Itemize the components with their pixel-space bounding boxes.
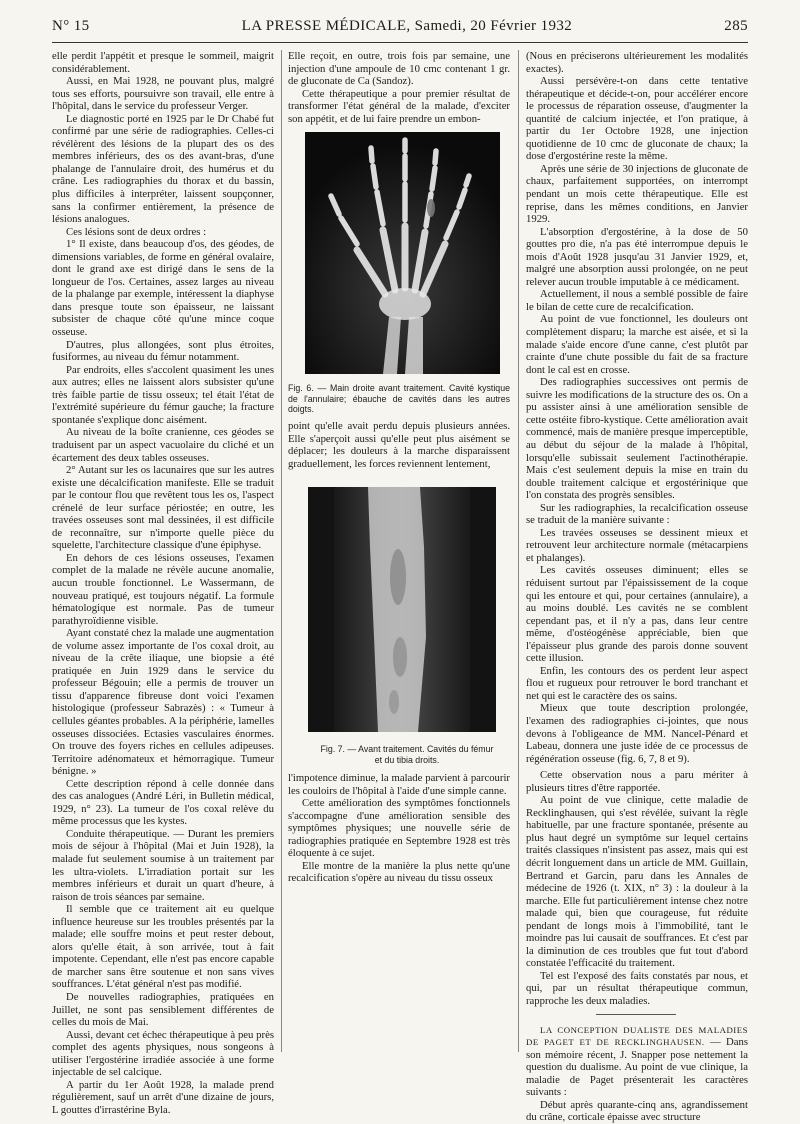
paragraph: A partir du 1er Août 1928, la malade prend régulièrement, sauf un arrêt d'une dizaine de jours, L gouttes d'irrastérine Byla.	[52, 1078, 274, 1116]
paragraph: Enfin, les contours des os perdent leur aspect flou et rugueux pour retrouver le bord tranchant et net qui est le caractère des os sains.	[526, 664, 748, 702]
column-3	[526, 50, 748, 1124]
paragraph: Aussi persévère-t-on dans cette tentative thérapeutique et décide-t-on, pour accélérer encore le processus de réparation osseuse, d'augmenter la quantité de calcium injectée, et l'on pratique, à partir du 1er Octobre 1928, une injection quotidienne de 10 cmc de gluconate de chaux; la dose d'ergostérine reste la même.	[526, 75, 748, 163]
paragraph: Elle montre de la manière la plus nette qu'une recalcification s'opère au niveau du tissu osseux	[288, 859, 510, 885]
paragraph: 1° Il existe, dans beaucoup d'os, des géodes, de dimensions variables, de forme en général ovalaire, dont le grand axe est dirigé dans le sens de la longueur de l'os. Certaines, assez larges au niveau de la phalange par exemple, intéressent la diaphyse dans presque toute son épaisseur, ne laissant subsister de chaque côté qu'une mince coque osseuse.	[52, 238, 274, 339]
paragraph: Elle reçoit, en outre, trois fois par semaine, une injection d'une ampoule de 10 cmc contenant 1 gr. de gluconate de Ca (Sandoz).	[288, 50, 510, 88]
paragraph: Des radiographies successives ont permis de suivre les modifications de la structure des os. On a pu assister ainsi à une amélioration sensible de cette ostéite fibro-kystique. Cette amélioration avait commencé, mais de manière presque imperceptible, au début du séjour de la malade à l'hôpital, lorsqu'elle subissait seulement l'actinothérapie. Mais c'est seulement depuis la mise en train du double traitement calcique et ergostérinique que l'on constata des progrès sensibles.	[526, 376, 748, 502]
page-header	[52, 18, 748, 44]
paragraph: point qu'elle avait perdu depuis plusieurs années. Elle s'aperçoit aussi qu'elle peut plus aisément se déplacer; les douleurs à la marche disparaissent graduellement, les forces reviennent lentement,	[288, 420, 510, 470]
hand-xray-image	[305, 132, 500, 374]
paragraph: Cette amélioration des symptômes fonctionnels s'accompagne d'une amélioration sensible des symptômes physiques; une nouvelle série de radiographies pratiquée en Septembre 1928 est très éloquente à ce sujet.	[288, 797, 510, 860]
paragraph: Ayant constaté chez la malade une augmentation de volume assez importante de l'os coxal droit, au niveau de la crête iliaque, une biopsie a été pratiquée en Juin 1929 dans le service du professeur Bégouin; elle a permis de trouver un tissu d'apparence fibreuse dont voici l'examen histologique (professeur Sabrazès) : « Tumeur à cellules géantes probables. A la périphérie, lamelles osseuses dissociées. Ectasies vasculaires énormes. On trouve des foyers riches en cellules adipeuses. Territoire adénomateux et hémorragique. Tumeur bénigne. »	[52, 627, 274, 778]
figure-7-femur-radiograph	[308, 487, 496, 732]
femur-tibia-xray-image	[308, 487, 496, 732]
section-intro: — Dans son mémoire récent, J. Snapper pose nettement la question du dualisme. Au point de vue clinique, la maladie de Paget présenterait les caractères suivants :	[526, 1036, 749, 1099]
paragraph: Aussi, devant cet échec thérapeutique à peu près complet des agents physiques, nous songeons à utiliser l'ergostérine irradiée associée à une forme injectable de sel calcique.	[52, 1028, 274, 1079]
paragraph: Le diagnostic porté en 1925 par le Dr Chabé fut confirmé par une série de radiographies. Celles-ci révélèrent des lésions de la plupart des os des membres inférieurs, des os des avant-bras, d'une phalange de l'annulaire droit, des humérus et du crâne. Les radiographies du thorax et du bassin, plus difficiles à interpréter, laissent soupçonner, sans la confirmer entièrement, la présence de lésions analogues.	[52, 112, 274, 226]
column-divider	[281, 50, 282, 1052]
header-rule	[52, 42, 748, 43]
column-2-middle	[288, 420, 510, 470]
paragraph: Les cavités osseuses diminuent; elles se réduisent surtout par l'épaississement de la coque qui les entoure et qui, pour certaines (annulaire), a au moins doublé. Les cavités ne se comblent cependant pas, et il n'y a pas, dans leur centre même, d'ostéogénèse appréciable, bien que l'épaisseur plus grande des parois donne souvent cette illusion.	[526, 564, 748, 665]
paragraph: Au point de vue fonctionnel, les douleurs ont complètement disparu; la marche est aisée, et si la malade s'aide encore d'une canne, c'est plutôt par crainte d'une chute possible du fait de sa fracture dont le cal est en crosse.	[526, 313, 748, 376]
issue-number: N° 15	[52, 18, 90, 34]
paragraph: elle perdit l'appétit et presque le sommeil, maigrit considérablement.	[52, 50, 274, 75]
paragraph: Actuellement, il nous a semblé possible de faire le bilan de cette cure de recalcification.	[526, 288, 748, 313]
journal-title: LA PRESSE MÉDICALE, Samedi, 20 Février 1932	[241, 18, 573, 34]
paragraph: Au point de vue clinique, cette maladie de Recklinghausen, qui s'est révélée, suivant la règle habituelle, par une fracture spontanée, présente au plus haut degré un symptôme sur lequel certains traités classiques n'insistent pas assez, mais qui est décrit longuement dans un article de MM. Guillain, Bertrand et Garcin, paru dans les Annales de médecine de 1926 (t. XIX, n° 3) : la douleur à la marche. Elle fut particulièrement intense chez notre malade qui, bien que courageuse, fut réduite pendant de longs mois à l'immobilité, tant le moindre pas lui causait de souffrances. Et c'est par la diminution de ces troubles que fut tout d'abord constatée l'efficacité du traitement.	[526, 794, 748, 970]
figure-6-hand-radiograph	[305, 132, 500, 374]
paragraph: Les travées osseuses se dessinent mieux et retrouvent leur architecture normale (métacarpiens et phalanges).	[526, 526, 748, 564]
figure-6-caption: Fig. 6. — Main droite avant traitement. Cavité kystique de l'annulaire; ébauche de cavités dans les autres doigts.	[288, 383, 510, 414]
paragraph: Mieux que toute description prolongée, l'examen des radiographies ci-jointes, que nous devons à l'obligeance de MM. Nancel-Pénard et Labeau, donnera une juste idée de ce processus de régénération osseuse (fig. 6, 7, 8 et 9).	[526, 702, 748, 765]
paragraph: L'absorption d'ergostérine, à la dose de 50 gouttes pro die, n'a pas été interrompue depuis le mois d'Août 1928 jusqu'au 31 Janvier 1929, et, malgré une absorption aussi prolongée, on ne peut relever aucun trouble imputable à ce médicament.	[526, 225, 748, 288]
column-2-bottom	[288, 772, 510, 885]
paragraph: Cette observation nous a paru mériter à plusieurs titres d'être rapportée.	[526, 769, 748, 794]
section-divider	[596, 1014, 676, 1016]
section-title: LA CONCEPTION DUALISTE DES MALADIES DE PAGET ET DE RECKLINGHAUSEN.	[526, 1024, 748, 1048]
paragraph: Par endroits, elles s'accolent quasiment les unes aux autres; elles ne laissent alors subsister qu'une très faible partie de tissu osseux; tel était l'état de l'extrémité supérieure du fémur gauche; la fracture spontanée s'explique donc aisément.	[52, 363, 274, 426]
paragraph: (Nous en préciserons ultérieurement les modalités exactes).	[526, 50, 748, 75]
figure-7-caption: Fig. 7. — Avant traitement. Cavités du fémur et du tibia droits.	[320, 744, 494, 765]
paragraph: Cette thérapeutique a pour premier résultat de transformer l'état général de la malade, d'exciter son appétit, et de lui faire prendre un embon-	[288, 87, 510, 125]
paragraph: Aussi, en Mai 1928, ne pouvant plus, malgré tous ses efforts, poursuivre son travail, elle entre à l'hôpital, dans le service du professeur Verger.	[52, 75, 274, 113]
paragraph: De nouvelles radiographies, pratiquées en Juillet, ne sont pas sensiblement différentes de celles du mois de Mai.	[52, 991, 274, 1029]
paragraph: Au niveau de la boîte cranienne, ces géodes se traduisent par un aspect vacuolaire du cliché et un écartement des deux tables osseuses.	[52, 426, 274, 464]
paragraph: Cette description répond à celle donnée dans des cas analogues (André Léri, in Bulletin médical, 1929, n° 23). La tumeur de l'os coxal relève du même processus que les kystes.	[52, 777, 274, 828]
paragraph: Ces lésions sont de deux ordres :	[66, 225, 207, 238]
paragraph: D'autres, plus allongées, sont plus étroites, fusiformes, au niveau du fémur notamment.	[52, 338, 274, 364]
paragraph: Début après quarante-cinq ans, agrandissement du crâne, corticale épaisse avec structure	[526, 1098, 748, 1124]
page-number: 285	[724, 18, 748, 34]
paragraph: l'impotence diminue, la malade parvient à parcourir les couloirs de l'hôpital à l'aide d'une simple canne.	[288, 772, 510, 797]
paragraph: Sur les radiographies, la recalcification osseuse se traduit de la manière suivante :	[526, 501, 748, 527]
paragraph: Après une série de 30 injections de gluconate de chaux, parfaitement supportées, on interrompt pendant un mois cette thérapeutique. Elle est reprise, dans les mêmes conditions, en Janvier 1929.	[526, 162, 748, 226]
paragraph: Conduite thérapeutique. — Durant les premiers mois de séjour à l'hôpital (Mai et Juin 1928), la malade fut seulement soumise à un traitement par les ultra-violets. L'irradiation portait sur les membres inférieurs et durait un quart d'heure, à raison de trois séances par semaine.	[52, 827, 274, 903]
column-2-top	[288, 50, 510, 125]
paragraph: 2° Autant sur les os lacunaires que sur les autres existe une décalcification manifeste. Elle se traduit par le contour flou que revêtent tous les os, l'aspect crénelé de leur surface périostée; en outre, les travées osseuses sont mal dessinées, il est difficile de reconnaître, sur n'importe quelle pièce du squelette, l'architecture classique d'une épiphyse.	[52, 464, 274, 552]
column-1	[52, 50, 274, 1116]
section-paragraph	[526, 1024, 748, 1099]
column-divider	[518, 50, 519, 1052]
paragraph: Tel est l'exposé des faits constatés par nous, et qui, par un résultat thérapeutique commun, rapproche les deux maladies.	[526, 969, 748, 1008]
paragraph: Il semble que ce traitement ait eu quelque influence heureuse sur les troubles présentés par la malade; elle souffre moins et peut rester debout, alors qu'elle était, à son arrivée, tout à fait impotente. Cependant, elle n'est pas encore capable de marcher sans être soutenue et non sans vives souffrances. L'état général n'est pas modifié.	[52, 903, 274, 991]
paragraph: En dehors de ces lésions osseuses, l'examen complet de la malade ne révèle aucune anomalie, aucun trouble fonctionnel. Le Wassermann, de nouveau pratiqué, est toujours négatif. La formule hématologique est normale. Pas de tumeur parathyroïdienne visible.	[52, 551, 274, 627]
